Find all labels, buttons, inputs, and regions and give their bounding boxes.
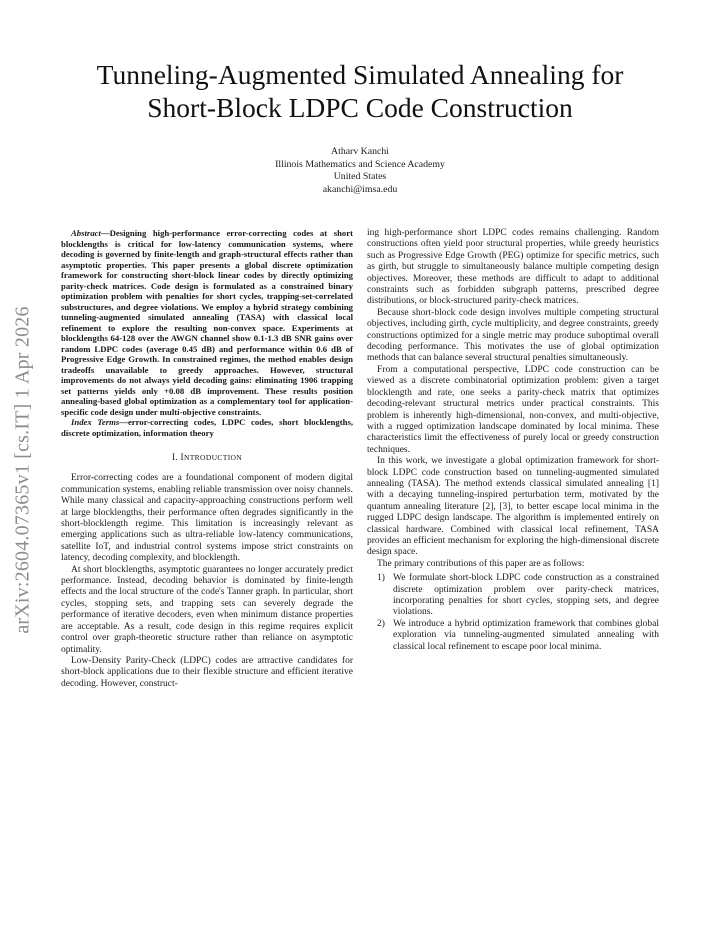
index-terms-label: Index Terms	[71, 417, 120, 427]
abstract-text: —Designing high-performance error-correcting codes at short blocklengths is critical for low-latency communication systems, where decoding is governed by finite-length and graph-structural effects rather than asymptotic properties. This paper presents a global discrete optimization framework for constructing short-block linear codes by directly optimizing parity-check matrices. Code design is formulated as a constrained binary optimization problem with penalties for short cycles, trapping-set-correlated substructures, and degree violations. We employ a hybrid strategy combining tunneling-augmented simulated annealing (TASA) with classical local refinement to explore the resulting non-convex space. Experiments at blocklengths 64-128 over the AWGN channel show 0.1-1.3 dB SNR gains over random LDPC codes (average 0.45 dB) and performance within 0.6 dB of Progressive Edge Growth. In constrained regimes, the method enables design tradeoffs unavailable to greedy approaches. However, structural improvements do not always yield decoding gains: eliminating 1906 trapping set patterns yields only +0.08 dB improvement. These results position annealing-based global optimization as a complementary tool for application-specific code design under multi-objective constraints.	[61, 228, 353, 417]
list-text: We formulate short-block LDPC code construction as a constrained discrete optimization problem over parity-check matrices, incorporating penalties for short cycles, stopping sets, and degree violations.	[393, 573, 659, 618]
list-number: 2)	[377, 618, 385, 629]
author-block	[160, 146, 560, 196]
paragraph: Because short-block code design involves multiple competing structural objectives, including girth, cycle multiplicity, and degree constraints, greedy constructions optimized for a single metric may produce suboptimal overall decoding performance. This motivates the use of global optimization methods that can balance several structural penalties simultaneously.	[367, 307, 659, 364]
paragraph: From a computational perspective, LDPC code construction can be viewed as a discrete combinatorial optimization problem: given a target blocklength and rate, one seeks a parity-check matrix that optimizes decoding-relevant structural metrics under practical constraints. This problem is inherently high-dimensional, non-convex, and multi-objective, with a rugged optimization landscape dominated by local minima. These characteristics limit the effectiveness of purely local or greedy construction techniques.	[367, 364, 659, 455]
list-text: We introduce a hybrid optimization framework that combines global exploration via tunneling-augmented simulated annealing with classical local refinement to escape poor local minima.	[393, 618, 659, 652]
author-country: United States	[333, 171, 387, 182]
index-terms-text: —error-correcting codes, LDPC codes, short blocklengths, discrete optimization, information theory	[61, 417, 354, 438]
arxiv-identifier-text: arXiv:2604.07365v1 [cs.IT] 1 Apr 2026	[11, 306, 34, 634]
author-name: Atharv Kanchi	[331, 146, 389, 157]
contributions-list	[367, 573, 659, 653]
abstract	[61, 228, 353, 417]
index-terms	[61, 417, 353, 438]
list-item	[367, 619, 659, 653]
paper-title: Tunneling-Augmented Simulated Annealing for Short-Block LDPC Code Construction	[96, 59, 624, 123]
list-number: 1)	[377, 573, 385, 584]
author-affiliation: Illinois Mathematics and Science Academy	[275, 158, 445, 170]
paragraph: In this work, we investigate a global optimization framework for short-block LDPC code construction based on tunneling-augmented simulated annealing (TASA). The method extends classical simulated annealing [1] with a decaying tunneling-inspired perturbation term, motivated by the quantum annealing literature [2], [3], to better escape local minima in the rugged LDPC design landscape. The algorithm is implemented entirely on classical hardware. Combined with classical local refinement, TASA provides an efficient mechanism for exploring the high-dimensional discrete design space.	[367, 456, 659, 558]
section-title-cap: I	[180, 453, 184, 463]
author-email: akanchi@imsa.edu	[322, 183, 398, 195]
right-column	[367, 228, 659, 653]
section-title-rest: NTRODUCTION	[183, 453, 243, 462]
paragraph: Error-correcting codes are a foundational component of modern digital communication systems, enabling reliable transmission over noisy channels. While many classical and capacity-approaching constructions perform well at large blocklengths, their performance often degrades significantly in the short-blocklength regime. This limitation is increasingly relevant as emerging applications such as ultra-reliable low-latency communications, satellite IoT, and industrial control systems impose strict constraints on latency, decoding complexity, and blocklength.	[61, 473, 353, 564]
paragraph: The primary contributions of this paper are as follows:	[377, 558, 585, 569]
list-item	[367, 573, 659, 619]
paragraph: Low-Density Parity-Check (LDPC) codes are attractive candidates for short-block applications due to their flexible structure and efficient iterative decoding. However, construct-	[61, 655, 353, 689]
paragraph: At short blocklengths, asymptotic guarantees no longer accurately predict performance. Instead, decoding behavior is dominated by finite-length effects and the local structure of the code's Tanner graph. In particular, short cycles, stopping sets, and trapping sets can severely degrade the performance of iterative decoders, even when minimum distance properties are acceptable. As a result, code design in this regime requires explicit control over graph-theoretic structure rather than reliance on asymptotic optimality.	[61, 564, 353, 655]
arxiv-identifier	[6, 270, 40, 670]
section-heading-introduction	[61, 452, 353, 464]
left-column	[61, 228, 353, 690]
section-numeral: I.	[171, 453, 178, 463]
abstract-label: Abstract	[71, 228, 101, 238]
paragraph-continuation: ing high-performance short LDPC codes remains challenging. Random constructions often yield poor structural properties, while greedy heuristics such as Progressive Edge Growth (PEG) optimize for specific metrics, such as girth, but struggle to simultaneously balance multiple competing design objectives. Moreover, these methods are difficult to adapt to additional constraints such as forbidden subgraph patterns, prescribed degree distributions, or block-structured parity-check matrices.	[367, 228, 659, 307]
